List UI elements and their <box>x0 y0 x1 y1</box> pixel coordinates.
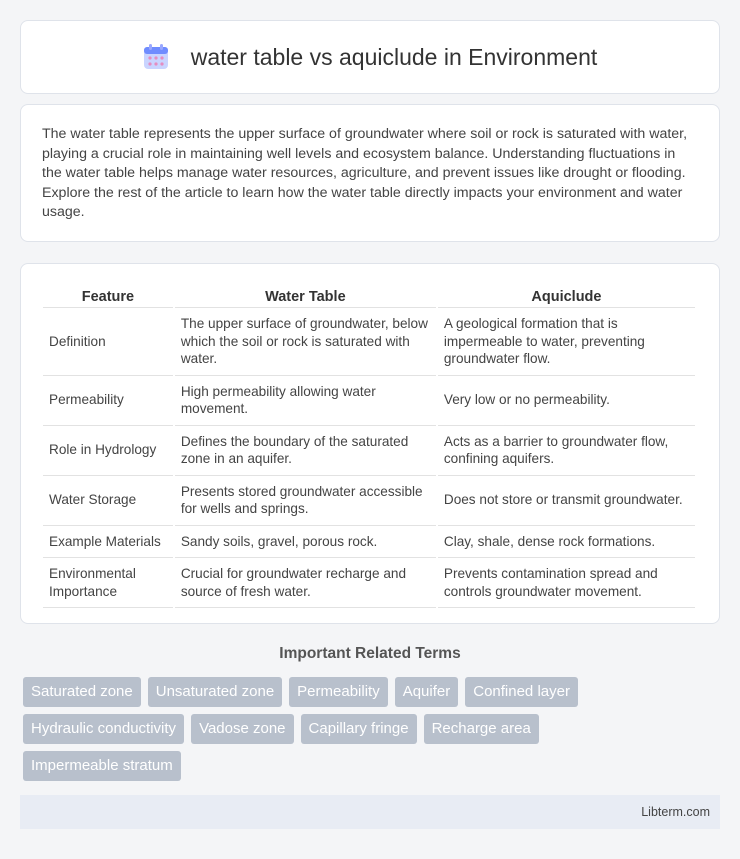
comparison-card <box>20 263 720 624</box>
feature-cell: Definition <box>43 308 173 376</box>
aquiclude-cell: A geological formation that is impermeable to water, preventing groundwater flow. <box>438 308 695 376</box>
feature-cell: Environmental Importance <box>43 558 173 608</box>
water-table-cell: Defines the boundary of the saturated zone in an aquifer. <box>175 426 436 476</box>
table-row <box>43 426 695 476</box>
aquiclude-cell: Prevents contamination spread and controls groundwater movement. <box>438 558 695 608</box>
table-row <box>43 376 695 426</box>
related-term-tag[interactable]: Saturated zone <box>23 677 141 707</box>
intro-text: The water table represents the upper surface of groundwater where soil or rock is saturated with water, playing a crucial role in maintaining well levels and ecosystem balance. Understanding fluctuations in the water table helps manage water resources, agriculture, and prevent issues like drought or flooding. Explore the rest of the article to learn how the water table directly impacts your environment and water usage. <box>42 126 688 221</box>
related-term-tag[interactable]: Vadose zone <box>191 714 293 744</box>
water-table-cell: Crucial for groundwater recharge and source of fresh water. <box>175 558 436 608</box>
table-row <box>43 476 695 526</box>
table-header-row <box>43 284 695 308</box>
related-term-tag[interactable]: Confined layer <box>465 677 578 707</box>
header-aquiclude: Aquiclude <box>438 284 695 308</box>
water-table-cell: High permeability allowing water movement. <box>175 376 436 426</box>
table-row <box>43 308 695 376</box>
feature-cell: Role in Hydrology <box>43 426 173 476</box>
water-table-cell: Sandy soils, gravel, porous rock. <box>175 526 436 559</box>
related-term-tag[interactable]: Recharge area <box>424 714 539 744</box>
table-row <box>43 526 695 559</box>
feature-cell: Permeability <box>43 376 173 426</box>
related-term-tag[interactable]: Hydraulic conductivity <box>23 714 184 744</box>
related-term-tag[interactable]: Aquifer <box>395 677 459 707</box>
feature-cell: Water Storage <box>43 476 173 526</box>
water-table-cell: The upper surface of groundwater, below which the soil or rock is saturated with water. <box>175 308 436 376</box>
aquiclude-cell: Clay, shale, dense rock formations. <box>438 526 695 559</box>
comparison-table <box>41 284 697 608</box>
header-card <box>20 20 720 94</box>
related-terms-list <box>23 677 623 781</box>
related-term-tag[interactable]: Capillary fringe <box>301 714 417 744</box>
water-table-cell: Presents stored groundwater accessible for wells and springs. <box>175 476 436 526</box>
header-water-table: Water Table <box>175 284 436 308</box>
intro-card <box>20 104 720 242</box>
table-row <box>43 558 695 608</box>
aquiclude-cell: Acts as a barrier to groundwater flow, confining aquifers. <box>438 426 695 476</box>
page-title: water table vs aquiclude in Environment <box>190 43 598 70</box>
feature-cell: Example Materials <box>43 526 173 559</box>
aquiclude-cell: Does not store or transmit groundwater. <box>438 476 695 526</box>
header-feature: Feature <box>43 284 173 308</box>
footer <box>20 795 720 829</box>
aquiclude-cell: Very low or no permeability. <box>438 376 695 426</box>
related-term-tag[interactable]: Permeability <box>289 677 388 707</box>
footer-site-link[interactable]: Libterm.com <box>641 805 710 819</box>
related-term-tag[interactable]: Impermeable stratum <box>23 751 181 781</box>
related-term-tag[interactable]: Unsaturated zone <box>148 677 282 707</box>
related-terms-title: Important Related Terms <box>279 645 461 662</box>
calendar-icon <box>143 44 169 70</box>
